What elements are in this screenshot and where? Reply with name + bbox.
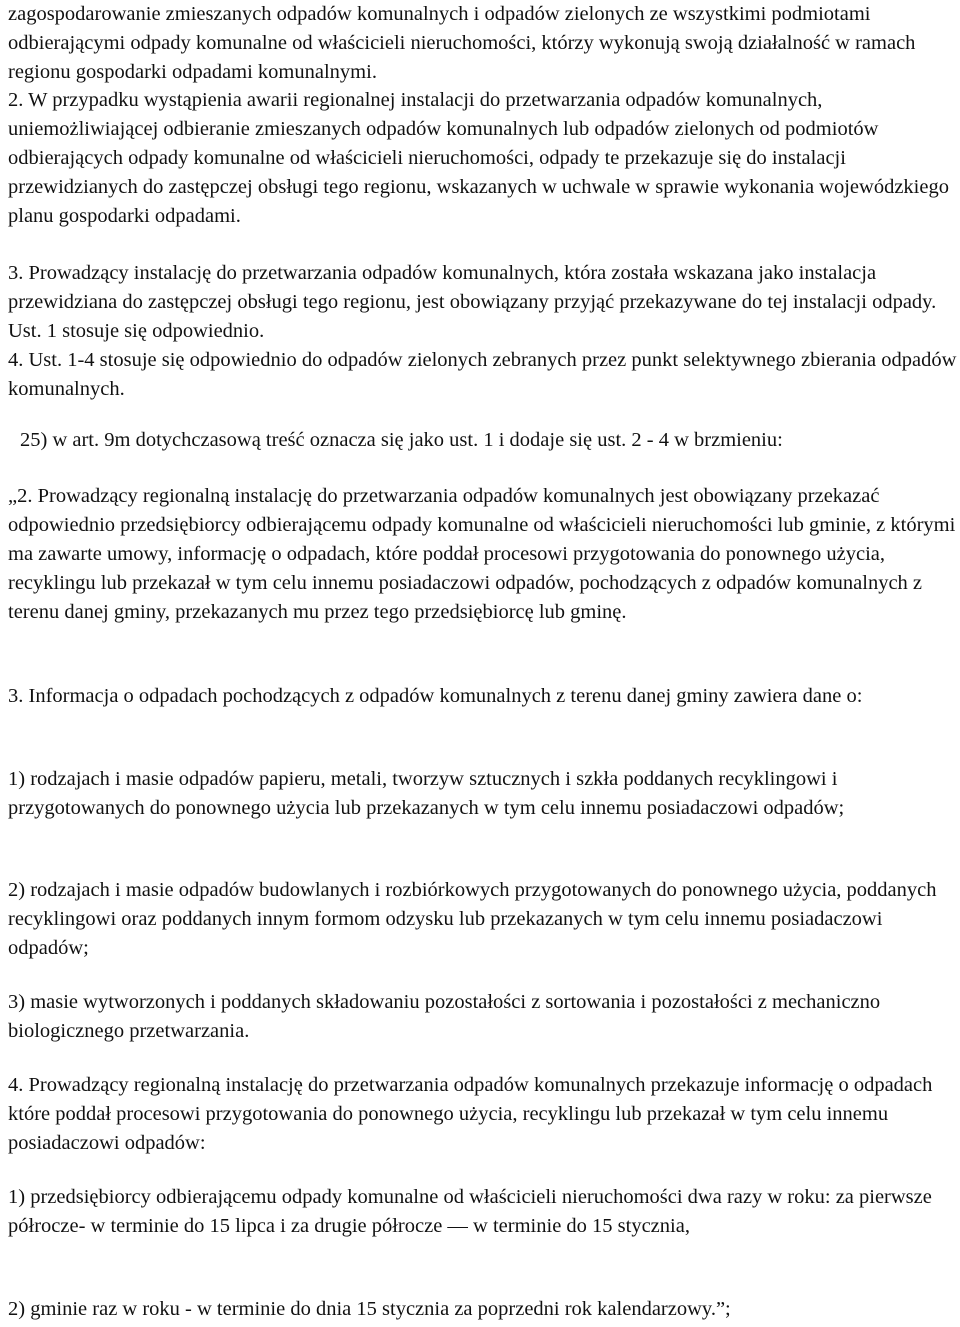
paragraph-text: 4. Ust. 1-4 stosuje się odpowiednio do odpadów zielonych zebranych przez punkt selektywnego zbierania odpadów komunalnych. — [8, 349, 957, 400]
section-2-paragraph — [8, 86, 958, 231]
paragraph-text: „2. Prowadzący regionalną instalację do przetwarzania odpadów komunalnych jest obowiązany przekazać odpowiednio przedsiębiorcy odbierającemu odpady komunalne od właścicieli nieruchomości lub gminie, z którymi ma zawarte umowy, informację o odpadach, które poddał procesowi przygotowania do ponownego użycia, recyklingu lub przekazał w tym celu innemu posiadaczowi odpadów, pochodzących z odpadów komunalnych z terenu danej gminy, przekazanych mu przez tego przedsiębiorcę lub gminę. — [8, 485, 956, 623]
paragraph-text: 2. W przypadku wystąpienia awarii regionalnej instalacji do przetwarzania odpadów komunalnych, uniemożliwiającej odbieranie zmieszanych odpadów komunalnych lub odpadów zielonych od podmiotów odbierających odpady komunalne od właścicieli nieruchomości, odpady te przekazuje się do instalacji przewidzianych do zastępczej obsługi tego regionu, wskazanych w uchwale w sprawie wykonania wojewódzkiego planu gospodarki odpadami. — [8, 89, 949, 227]
ust-4-item-1 — [8, 1183, 958, 1241]
list-item-text: 1) rodzajach i masie odpadów papieru, metali, tworzyw sztucznych i szkła poddanych recyklingowi i przygotowanych do ponownego użycia lub przekazanych w tym celu innemu posiadaczowi odpadów; — [8, 768, 845, 819]
amendment-ust-3 — [8, 682, 958, 711]
ust-3-item-1 — [8, 765, 958, 823]
section-4-paragraph — [8, 346, 958, 404]
ust-3-item-3 — [8, 988, 958, 1046]
ust-3-item-2 — [8, 876, 958, 963]
paragraph-text: 3. Informacja o odpadach pochodzących z odpadów komunalnych z terenu danej gminy zawiera dane o: — [8, 685, 863, 707]
list-item-text: 3) masie wytworzonych i poddanych składowaniu pozostałości z sortowania i pozostałości z mechaniczno biologicznego przetwarzania. — [8, 991, 881, 1042]
section-3-paragraph — [8, 259, 958, 346]
list-item-text: 2) gminie raz w roku - w terminie do dnia 15 stycznia za poprzedni rok kalendarzowy.”; — [8, 1298, 731, 1320]
list-item-text: 1) przedsiębiorcy odbierającemu odpady komunalne od właścicieli nieruchomości dwa razy w roku: za pierwsze półrocze- w terminie do 15 lipca i za drugie półrocze — w terminie do 15 stycznia, — [8, 1186, 932, 1237]
amendment-ust-4 — [8, 1071, 958, 1158]
paragraph-text: 4. Prowadzący regionalną instalację do przetwarzania odpadów komunalnych przekazuje informację o odpadach które poddał procesowi przygotowania do ponownego użycia, recyklingu lub przekazał w tym celu innemu posiadaczowi odpadów: — [8, 1074, 933, 1154]
paragraph-text: zagospodarowanie zmieszanych odpadów komunalnych i odpadów zielonych ze wszystkimi podmiotami odbierającymi odpady komunalne od właścicieli nieruchomości, którzy wykonują swoją działalność w ramach regionu gospodarki odpadami komunalnymi. — [8, 3, 916, 83]
amendment-ust-2 — [8, 482, 958, 627]
paragraph-text: 3. Prowadzący instalację do przetwarzania odpadów komunalnych, która została wskazana jako instalacja przewidziana do zastępczej obsługi tego regionu, jest obowiązany przyjąć przekazywane do tej instalacji odpady. Ust. 1 stosuje się odpowiednio. — [8, 262, 937, 342]
amendment-intro-text: 25) w art. 9m dotychczasową treść oznacza się jako ust. 1 i dodaje się ust. 2 - 4 w brzmieniu: — [20, 429, 783, 451]
ust-4-item-2 — [8, 1295, 958, 1324]
continuation-paragraph — [8, 0, 958, 87]
list-item-text: 2) rodzajach i masie odpadów budowlanych i rozbiórkowych przygotowanych do ponownego użycia, poddanych recyklingowi oraz poddanych innym formom odzysku lub przekazanych w tym celu innemu posiadaczowi odpadów; — [8, 879, 937, 959]
amendment-intro — [20, 426, 960, 455]
